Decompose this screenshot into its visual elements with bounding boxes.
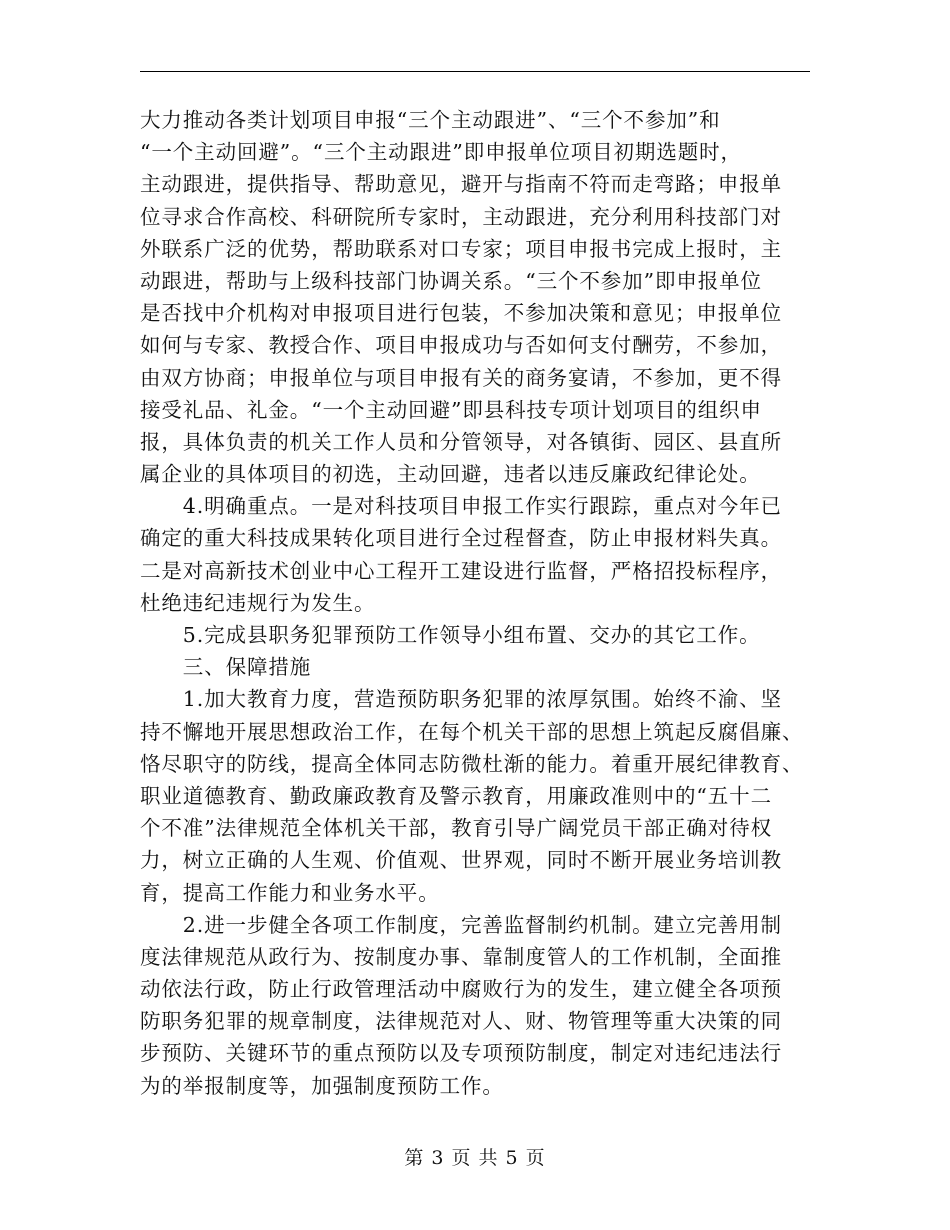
text-line: 4.明确重点。一是对科技项目申报工作实行跟踪，重点对今年已 <box>140 494 782 519</box>
text-line: 是否找中介机构对申报项目进行包装，不参加决策和意见；申报单位 <box>140 301 782 326</box>
text-line: “一个主动回避”。“三个主动跟进”即申报单位项目初期选题时， <box>140 140 742 165</box>
text-line: 1.加大教育力度，营造预防职务犯罪的浓厚氛围。始终不渝、坚 <box>140 687 782 712</box>
text-line: 确定的重大科技成果转化项目进行全过程督查，防止申报材料失真。 <box>140 526 782 551</box>
text-line: 持不懈地开展思想政治工作，在每个机关干部的思想上筑起反腐倡廉、 <box>140 719 804 744</box>
page-number-footer: 第 3 页 共 5 页 <box>404 1147 546 1169</box>
document-body <box>140 104 820 1102</box>
text-line: 三、保障措施 <box>140 655 312 680</box>
text-line: 动依法行政，防止行政管理活动中腐败行为的发生，建立健全各项预 <box>140 977 782 1002</box>
text-line: 为的举报制度等，加强制度预防工作。 <box>140 1073 504 1098</box>
header-rule <box>140 71 810 72</box>
text-line: 育，提高工作能力和业务水平。 <box>140 880 440 905</box>
text-line: 步预防、关键环节的重点预防以及专项预防制度，制定对违纪违法行 <box>140 1041 782 1066</box>
text-line: 接受礼品、礼金。“一个主动回避”即县科技专项计划项目的组织申 <box>140 397 762 422</box>
text-line: 力，树立正确的人生观、价值观、世界观，同时不断开展业务培训教 <box>140 848 782 873</box>
text-line: 度法律规范从政行为、按制度办事、靠制度管人的工作机制，全面推 <box>140 944 782 969</box>
text-line: 恪尽职守的防线，提高全体同志防微杜渐的能力。着重开展纪律教育、 <box>140 751 804 776</box>
text-line: 5.完成县职务犯罪预防工作领导小组布置、交办的其它工作。 <box>140 623 761 647</box>
text-line: 大力推动各类计划项目申报“三个主动跟进”、“三个不参加”和 <box>140 108 721 132</box>
text-line: 动跟进，帮助与上级科技部门协调关系。“三个不参加”即申报单位 <box>140 268 762 293</box>
text-line: 由双方协商；申报单位与项目申报有关的商务宴请，不参加，更不得 <box>140 365 782 390</box>
text-line: 杜绝违纪违规行为发生。 <box>140 590 376 615</box>
text-line: 二是对高新技术创业中心工程开工建设进行监督，严格招投标程序， <box>140 558 782 583</box>
text-line: 报，具体负责的机关工作人员和分管领导，对各镇街、园区、县直所 <box>140 429 782 454</box>
text-line: 个不准”法律规范全体机关干部，教育引导广阔党员干部正确对待权 <box>140 816 772 841</box>
text-line: 如何与专家、教授合作、项目申报成功与否如何支付酬劳，不参加， <box>140 333 782 358</box>
text-line: 主动跟进，提供指导、帮助意见，避开与指南不符而走弯路；申报单 <box>140 172 782 197</box>
text-line: 外联系广泛的优势，帮助联系对口专家；项目申报书完成上报时，主 <box>140 236 782 261</box>
text-line: 属企业的具体项目的初选，主动回避，违者以违反廉政纪律论处。 <box>140 462 761 487</box>
text-line: 位寻求合作高校、科研院所专家时，主动跟进，充分利用科技部门对 <box>140 204 782 229</box>
text-line: 职业道德教育、勤政廉政教育及警示教育，用廉政准则中的“五十二 <box>140 783 772 808</box>
text-line: 2.进一步健全各项工作制度，完善监督制约机制。建立完善用制 <box>140 912 782 937</box>
text-line: 防职务犯罪的规章制度，法律规范对人、财、物管理等重大决策的同 <box>140 1009 782 1034</box>
